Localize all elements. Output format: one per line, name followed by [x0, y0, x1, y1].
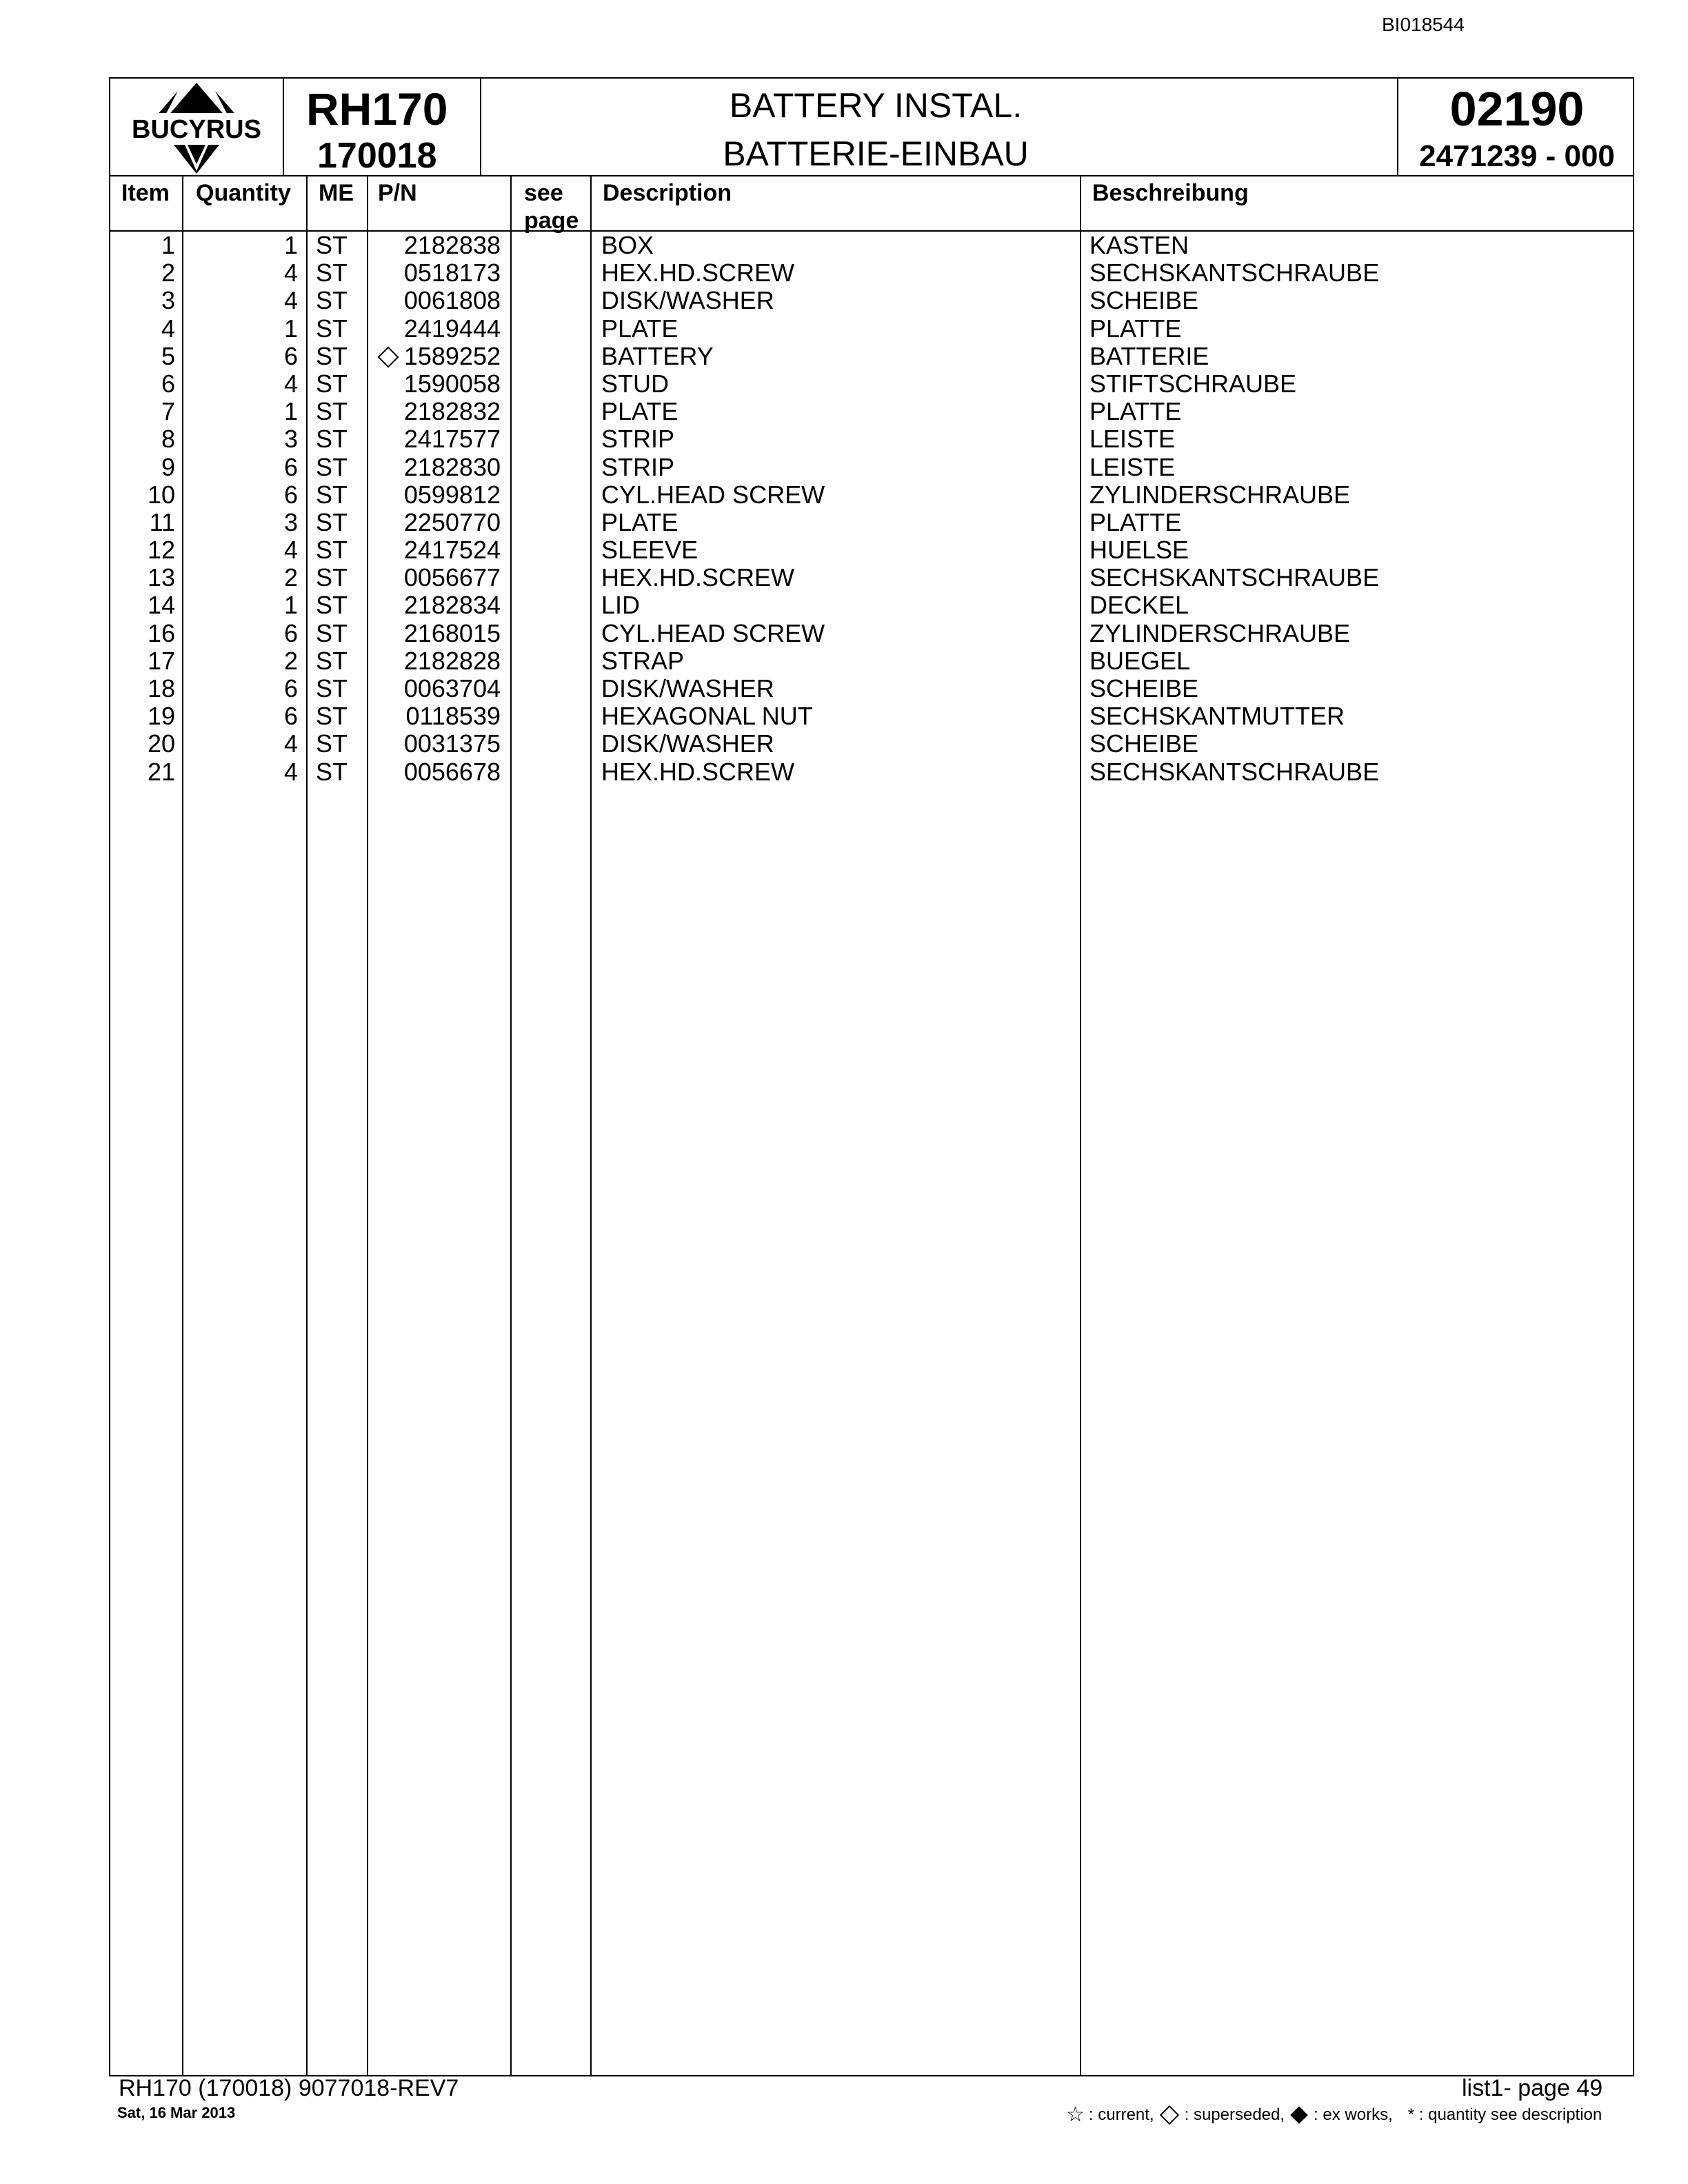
- table-row: [110, 758, 1633, 786]
- cell-me: ST: [316, 702, 348, 731]
- cell-description: BATTERY: [601, 341, 714, 370]
- col-header-pn: P/N: [378, 180, 417, 206]
- part-number-text: 1589252: [403, 341, 501, 370]
- cell-description: PLATE: [601, 314, 679, 343]
- cell-quantity: 1: [283, 314, 298, 343]
- diamond-outline-icon: [1159, 2105, 1178, 2124]
- cell-pn: 2250770: [403, 507, 501, 536]
- cell-me: ST: [316, 397, 348, 426]
- table-row: [110, 592, 1633, 619]
- cell-me: ST: [316, 231, 348, 259]
- cell-item: 20: [147, 729, 175, 758]
- cell-item: 21: [147, 757, 175, 786]
- cell-beschreibung: SECHSKANTSCHRAUBE: [1089, 259, 1380, 287]
- model-number: RH170: [306, 83, 448, 134]
- parts-list-frame: [109, 77, 1634, 2076]
- cell-description: PLATE: [601, 397, 679, 426]
- cell-pn: 0518173: [403, 259, 501, 287]
- document-id: BI018544: [1382, 14, 1465, 35]
- header-vline-2: [480, 79, 481, 175]
- table-row: [110, 509, 1633, 536]
- cell-description: HEX.HD.SCREW: [601, 259, 795, 287]
- cell-pn: 0118539: [405, 702, 501, 731]
- group-number: 02190: [1449, 82, 1585, 136]
- footer-legend: [1066, 2103, 1602, 2127]
- cell-pn: 0056677: [403, 563, 501, 592]
- cell-quantity: 6: [283, 341, 298, 370]
- cell-beschreibung: SECHSKANTMUTTER: [1089, 702, 1345, 731]
- cell-me: ST: [316, 452, 348, 481]
- cell-quantity: 4: [283, 286, 298, 315]
- cell-item: 19: [147, 702, 175, 731]
- cell-item: 7: [161, 397, 175, 426]
- cell-pn: 2417524: [403, 536, 501, 565]
- cell-quantity: 2: [283, 646, 298, 675]
- diamond-filled-icon: [1290, 2106, 1307, 2123]
- col-header-item: Item: [121, 180, 170, 206]
- cell-beschreibung: BUEGEL: [1089, 646, 1191, 675]
- cell-quantity: 4: [283, 757, 298, 786]
- cell-description: STRIP: [601, 425, 675, 454]
- cell-description: STUD: [601, 369, 669, 398]
- cell-me: ST: [316, 646, 348, 675]
- table-row: [110, 370, 1633, 398]
- cell-me: ST: [316, 425, 348, 454]
- cell-quantity: 1: [283, 591, 298, 620]
- cell-pn: 2182834: [403, 591, 501, 620]
- cell-me: ST: [316, 618, 348, 647]
- cell-description: CYL.HEAD SCREW: [601, 618, 825, 647]
- title-english: BATTERY INSTAL.: [729, 86, 1023, 125]
- cell-beschreibung: SCHEIBE: [1089, 729, 1199, 758]
- cell-item: 11: [149, 507, 175, 536]
- logo-text: BUCYRUS: [132, 115, 261, 144]
- cell-item: 10: [147, 480, 175, 509]
- cell-me: ST: [316, 286, 348, 315]
- col-header-me: ME: [319, 180, 354, 206]
- cell-beschreibung: DECKEL: [1089, 591, 1189, 620]
- cell-description: SLEEVE: [601, 536, 699, 565]
- cell-pn: 2182838: [403, 231, 501, 259]
- cell-quantity: 2: [283, 563, 298, 592]
- cell-item: 16: [147, 618, 175, 647]
- cell-pn: 2182828: [403, 646, 501, 675]
- cell-me: ST: [316, 259, 348, 287]
- bucyrus-logo: [110, 79, 283, 175]
- table-row: [110, 315, 1633, 343]
- cell-quantity: 1: [283, 397, 298, 426]
- legend-current: : current,: [1088, 2105, 1154, 2124]
- header-vline-3: [1397, 79, 1398, 175]
- cell-beschreibung: HUELSE: [1089, 536, 1189, 565]
- cell-beschreibung: BATTERIE: [1089, 341, 1209, 370]
- cell-pn: 0599812: [403, 480, 501, 509]
- table-row: [110, 536, 1633, 564]
- cell-pn: 0056678: [403, 757, 501, 786]
- cell-description: CYL.HEAD SCREW: [601, 480, 825, 509]
- cell-me: ST: [316, 480, 348, 509]
- cell-me: ST: [316, 591, 348, 620]
- cell-item: 14: [147, 591, 175, 620]
- cell-item: 3: [161, 286, 175, 315]
- cell-me: ST: [316, 507, 348, 536]
- cell-pn: 2417577: [403, 425, 501, 454]
- cell-item: 18: [147, 674, 175, 702]
- cell-description: HEX.HD.SCREW: [601, 563, 795, 592]
- cell-item: 17: [147, 646, 175, 675]
- header-vline-1: [283, 79, 284, 175]
- cell-beschreibung: SCHEIBE: [1089, 674, 1199, 702]
- table-row: [110, 564, 1633, 592]
- cell-item: 13: [147, 563, 175, 592]
- cell-me: ST: [316, 536, 348, 565]
- cell-item: 9: [161, 452, 175, 481]
- cell-pn: 0063704: [403, 674, 501, 702]
- cell-description: DISK/WASHER: [601, 729, 774, 758]
- cell-pn: 0061808: [403, 286, 501, 315]
- cell-quantity: 4: [283, 729, 298, 758]
- cell-beschreibung: SECHSKANTSCHRAUBE: [1089, 563, 1380, 592]
- table-row: [110, 287, 1633, 314]
- cell-description: HEXAGONAL NUT: [601, 702, 813, 731]
- cell-me: ST: [316, 757, 348, 786]
- cell-description: DISK/WASHER: [601, 674, 774, 702]
- cell-item: 8: [161, 425, 175, 454]
- cell-quantity: 6: [283, 618, 298, 647]
- parts-table-body: [110, 232, 1633, 786]
- title-german: BATTERIE-EINBAU: [723, 134, 1029, 173]
- cell-me: ST: [316, 563, 348, 592]
- cell-description: DISK/WASHER: [601, 286, 774, 315]
- cell-description: BOX: [601, 231, 654, 259]
- col-header-quantity: Quantity: [196, 180, 291, 206]
- cell-description: LID: [601, 591, 641, 620]
- cell-beschreibung: LEISTE: [1089, 425, 1176, 454]
- table-row: [110, 232, 1633, 259]
- footer-doc-ref: RH170 (170018) 9077018-REV7: [119, 2075, 459, 2101]
- cell-quantity: 6: [283, 452, 298, 481]
- cell-item: 6: [161, 369, 175, 398]
- cell-description: STRIP: [601, 452, 675, 481]
- footer-date: Sat, 16 Mar 2013: [117, 2104, 236, 2121]
- cell-quantity: 4: [283, 259, 298, 287]
- cell-beschreibung: SECHSKANTSCHRAUBE: [1089, 757, 1380, 786]
- superseded-diamond-icon: [377, 346, 399, 367]
- cell-quantity: 6: [283, 702, 298, 731]
- cell-quantity: 3: [283, 507, 298, 536]
- cell-pn: [381, 343, 501, 370]
- cell-quantity: 6: [283, 674, 298, 702]
- table-row: [110, 398, 1633, 425]
- cell-me: ST: [316, 369, 348, 398]
- cell-description: PLATE: [601, 507, 679, 536]
- cell-pn: 1590058: [403, 369, 501, 398]
- table-row: [110, 259, 1633, 287]
- cell-me: ST: [316, 314, 348, 343]
- cell-pn: 0031375: [403, 729, 501, 758]
- cell-quantity: 4: [283, 536, 298, 565]
- table-row: [110, 702, 1633, 730]
- table-row: [110, 343, 1633, 370]
- legend-superseded: : superseded,: [1184, 2105, 1285, 2124]
- cell-beschreibung: LEISTE: [1089, 452, 1176, 481]
- table-row: [110, 675, 1633, 702]
- cell-pn: 2182832: [403, 397, 501, 426]
- cell-beschreibung: PLATTE: [1089, 314, 1182, 343]
- cell-item: 12: [147, 536, 175, 565]
- table-row: [110, 454, 1633, 481]
- cell-item: 1: [161, 231, 175, 259]
- table-row: [110, 425, 1633, 453]
- cell-description: HEX.HD.SCREW: [601, 757, 795, 786]
- cell-pn: 2419444: [403, 314, 501, 343]
- cell-quantity: 1: [283, 231, 298, 259]
- star-outline-icon: ☆: [1066, 2103, 1085, 2126]
- legend-quantity: * : quantity see description: [1407, 2105, 1602, 2124]
- cell-beschreibung: PLATTE: [1089, 507, 1182, 536]
- footer-page: list1- page 49: [1462, 2075, 1603, 2101]
- cell-beschreibung: SCHEIBE: [1089, 286, 1199, 315]
- cell-quantity: 4: [283, 369, 298, 398]
- cell-item: 5: [161, 341, 175, 370]
- cell-beschreibung: ZYLINDERSCHRAUBE: [1089, 618, 1351, 647]
- cell-item: 2: [161, 259, 175, 287]
- cell-beschreibung: KASTEN: [1089, 231, 1189, 259]
- cell-item: 4: [161, 314, 175, 343]
- cell-beschreibung: PLATTE: [1089, 397, 1182, 426]
- cell-beschreibung: ZYLINDERSCHRAUBE: [1089, 480, 1351, 509]
- table-row: [110, 481, 1633, 509]
- group-reference: 2471239 - 000: [1419, 139, 1615, 173]
- cell-quantity: 6: [283, 480, 298, 509]
- col-header-beschreibung: Beschreibung: [1092, 180, 1249, 206]
- col-header-description: Description: [603, 180, 732, 206]
- col-header-see-page: see page: [524, 180, 579, 234]
- cell-description: STRAP: [601, 646, 685, 675]
- cell-me: ST: [316, 341, 348, 370]
- cell-pn: 2168015: [403, 618, 501, 647]
- legend-ex-works: : ex works,: [1314, 2105, 1393, 2124]
- cell-me: ST: [316, 674, 348, 702]
- table-row: [110, 647, 1633, 675]
- cell-pn: 2182830: [403, 452, 501, 481]
- serial-number: 170018: [317, 136, 437, 176]
- cell-quantity: 3: [283, 425, 298, 454]
- cell-beschreibung: STIFTSCHRAUBE: [1089, 369, 1297, 398]
- table-row: [110, 730, 1633, 758]
- cell-me: ST: [316, 729, 348, 758]
- table-row: [110, 620, 1633, 647]
